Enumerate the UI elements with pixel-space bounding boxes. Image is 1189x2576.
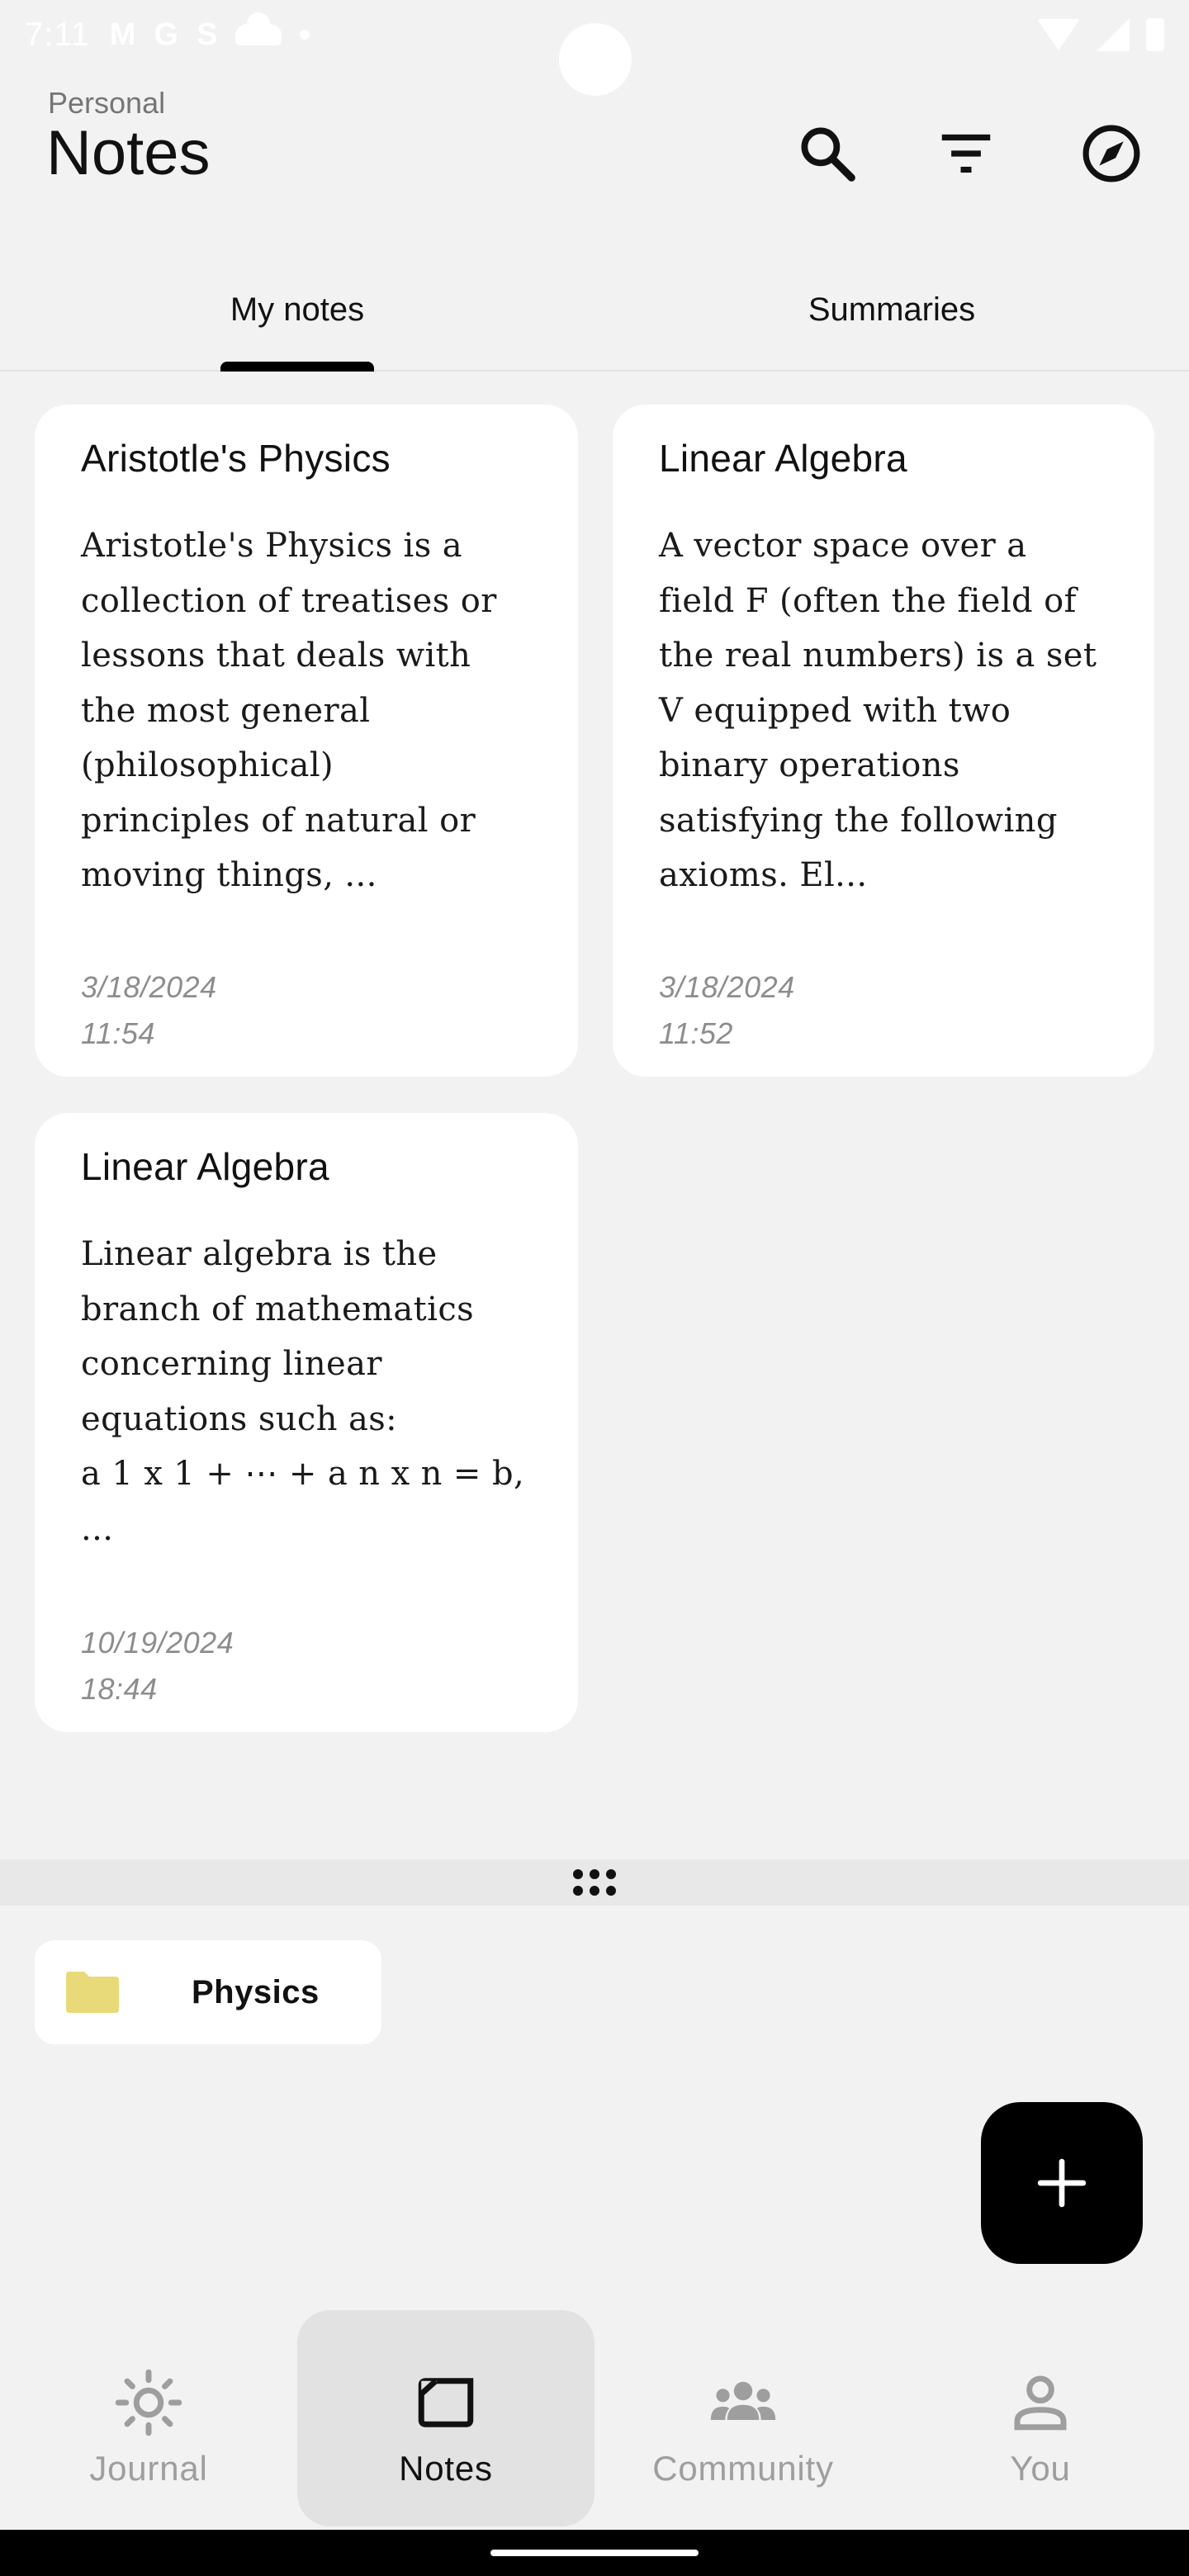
app-header xyxy=(0,79,1189,203)
status-notification-icons xyxy=(110,19,310,50)
note-preview-line: the real numbers) is a set xyxy=(659,637,1097,675)
search-icon xyxy=(795,121,860,186)
folder-icon xyxy=(63,1968,122,2016)
note-preview-line: (philosophical) xyxy=(81,746,334,784)
tab-my-notes[interactable]: My notes xyxy=(230,291,365,328)
note-preview xyxy=(81,519,532,903)
nav-item-community[interactable] xyxy=(594,2312,892,2533)
note-preview xyxy=(81,1227,532,1556)
nav-item-you[interactable] xyxy=(892,2312,1189,2533)
home-gesture-bar[interactable] xyxy=(490,2550,699,2556)
note-preview-line: A vector space over a xyxy=(659,527,1027,565)
note-preview-line: principles of natural or xyxy=(81,801,476,840)
cloud-icon xyxy=(235,24,282,45)
note-icon xyxy=(411,2368,481,2437)
note-date: 3/18/2024 xyxy=(81,970,217,1004)
google-icon: G xyxy=(154,17,179,52)
battery-icon xyxy=(1146,18,1164,51)
note-preview-line: concerning linear xyxy=(81,1345,382,1383)
notification-dot-icon xyxy=(300,30,310,40)
note-preview-line: a 1 x 1 + ⋯ + a n x n = b, xyxy=(81,1455,525,1493)
note-preview-line: field F (often the field of xyxy=(659,581,1077,620)
note-card[interactable] xyxy=(35,1113,578,1732)
note-preview-line: axioms. El... xyxy=(659,856,868,894)
tab-bar xyxy=(0,248,1189,372)
filter-icon xyxy=(934,121,998,186)
note-preview-line: V equipped with two xyxy=(659,691,1011,730)
note-preview-line: binary operations xyxy=(659,746,960,784)
note-time: 11:52 xyxy=(659,1016,733,1050)
nav-label: You xyxy=(1010,2449,1071,2488)
filter-button[interactable] xyxy=(926,114,1006,193)
plus-icon xyxy=(1036,2157,1087,2209)
tab-indicator xyxy=(220,362,374,372)
note-title: Aristotle's Physics xyxy=(81,437,391,480)
nav-label: Journal xyxy=(89,2449,208,2488)
folder-chip-physics[interactable] xyxy=(35,1940,381,2044)
compass-icon xyxy=(1079,121,1144,186)
note-title: Linear Algebra xyxy=(659,437,907,480)
header-subtitle: Personal xyxy=(48,86,166,120)
note-preview-line: Linear algebra is the xyxy=(81,1235,438,1273)
search-button[interactable] xyxy=(788,114,867,193)
nav-item-journal[interactable] xyxy=(0,2312,297,2533)
person-icon xyxy=(1006,2368,1075,2437)
page-title: Notes xyxy=(46,118,211,188)
nav-label: Community xyxy=(652,2449,834,2488)
note-preview xyxy=(659,519,1108,903)
add-note-button[interactable] xyxy=(981,2102,1143,2264)
wifi-icon xyxy=(1037,19,1080,50)
note-timestamp xyxy=(81,964,217,1057)
sun-icon xyxy=(114,2368,183,2437)
note-preview-line: satisfying the following xyxy=(659,801,1058,840)
status-time: 7:11 xyxy=(25,16,90,53)
note-preview-line: lessons that deals with xyxy=(81,637,471,675)
note-preview-line: Aristotle's Physics is a xyxy=(81,527,462,565)
note-title: Linear Algebra xyxy=(81,1145,329,1188)
app-icon: S xyxy=(197,17,218,52)
note-card[interactable] xyxy=(35,405,578,1077)
status-system-icons xyxy=(1037,18,1164,51)
note-date: 10/19/2024 xyxy=(81,1626,234,1660)
note-time: 11:54 xyxy=(81,1016,155,1050)
nav-item-notes[interactable] xyxy=(297,2312,594,2533)
signal-icon xyxy=(1097,18,1130,51)
note-preview-line: the most general xyxy=(81,691,371,730)
note-date: 3/18/2024 xyxy=(659,970,795,1004)
note-preview-line: branch of mathematics xyxy=(81,1290,475,1328)
folders-drag-handle[interactable] xyxy=(0,1859,1189,1906)
note-preview-line: moving things, ... xyxy=(81,856,377,894)
note-card[interactable] xyxy=(613,405,1154,1077)
note-timestamp xyxy=(81,1620,234,1712)
note-preview-line: equations such as: xyxy=(81,1399,398,1438)
gmail-icon: M xyxy=(109,17,136,52)
nav-label: Notes xyxy=(399,2449,493,2488)
group-icon xyxy=(708,2368,778,2437)
note-preview-line: ... xyxy=(81,1509,114,1548)
bottom-navigation xyxy=(0,2304,1189,2533)
folder-label: Physics xyxy=(192,1973,320,2010)
note-preview-line: collection of treatises or xyxy=(81,581,497,620)
note-time: 18:44 xyxy=(81,1672,158,1706)
tab-summaries[interactable]: Summaries xyxy=(808,291,976,328)
note-timestamp xyxy=(659,964,795,1057)
explore-button[interactable] xyxy=(1072,114,1151,193)
drag-handle-icon xyxy=(570,1866,619,1899)
